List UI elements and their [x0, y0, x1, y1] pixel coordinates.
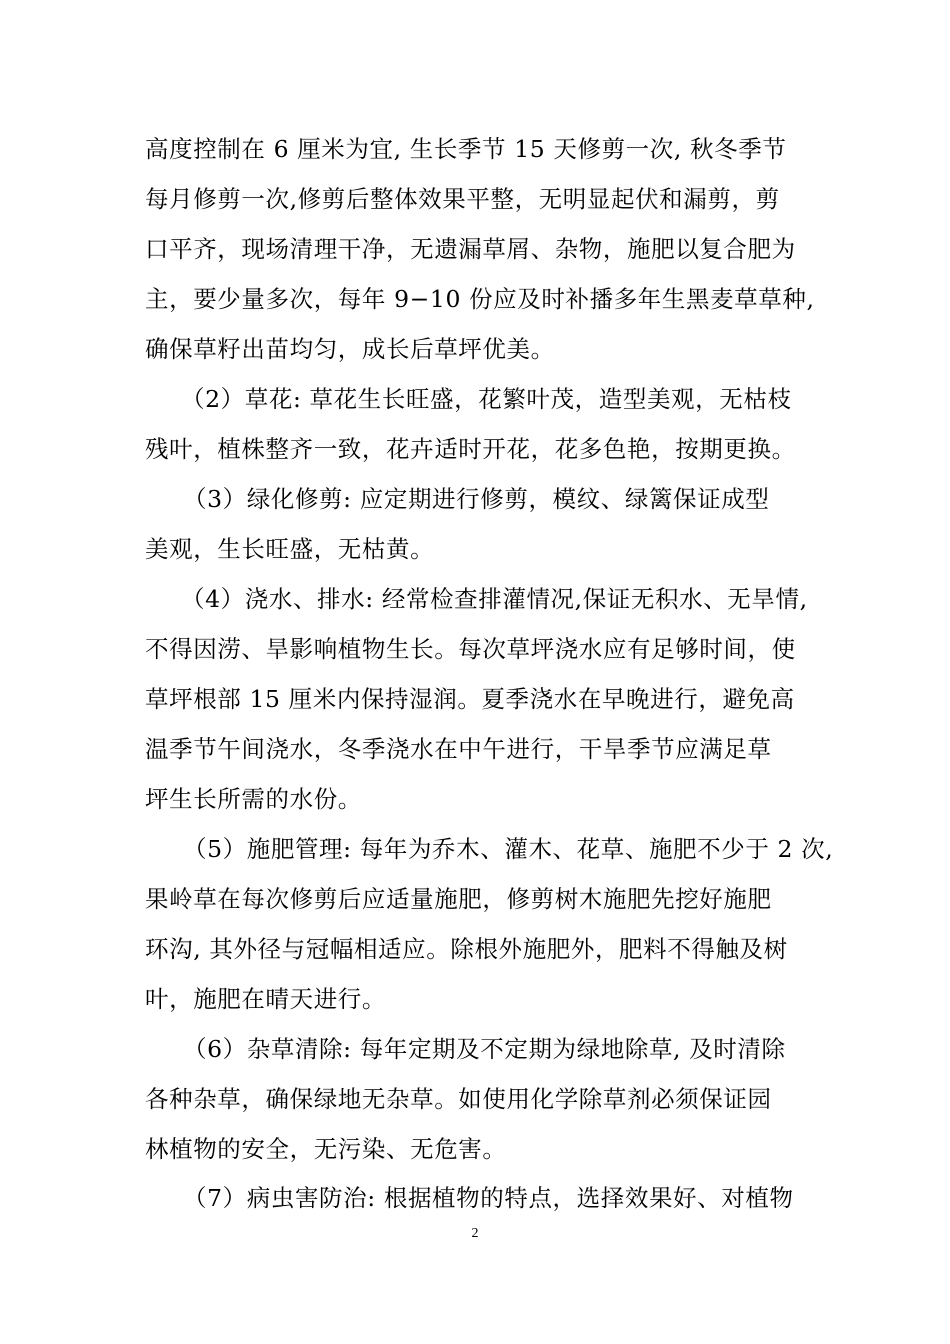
- text-line: 温季节午间浇水，冬季浇水在中午进行，干旱季节应满足草: [145, 735, 772, 763]
- text-line: （7）病虫害防治: 根据植物的特点，选择效果好、对植物: [183, 1184, 794, 1212]
- text-line: 坪生长所需的水份。: [145, 785, 362, 813]
- text-line: 残叶，植株整齐一致，花卉适时开花，花多色艳，按期更换。: [145, 435, 796, 463]
- text-line: 环沟, 其外径与冠幅相适应。除根外施肥外，肥料不得触及树: [145, 935, 788, 963]
- text-line: 各种杂草，确保绿地无杂草。如使用化学除草剂必须保证园: [145, 1085, 772, 1113]
- text-line: 口平齐，现场清理干净，无遗漏草屑、杂物，施肥以复合肥为: [145, 235, 796, 263]
- text-line: （2）草花: 草花生长旺盛，花繁叶茂，造型美观，无枯枝: [181, 385, 792, 413]
- text-line: 美观，生长旺盛，无枯黄。: [145, 535, 435, 563]
- text-line: 确保草籽出苗均匀，成长后草坪优美。: [145, 335, 555, 363]
- text-line: 主，要少量多次，每年 9−10 份应及时补播多年生黑麦草草种,: [145, 285, 815, 313]
- text-line: 果岭草在每次修剪后应适量施肥，修剪树木施肥先挖好施肥: [145, 885, 772, 913]
- text-line: 每月修剪一次,修剪后整体效果平整，无明显起伏和漏剪，剪: [145, 185, 780, 213]
- text-line: （4）浇水、排水: 经常检查排灌情况,保证无积水、无旱情,: [181, 585, 808, 613]
- text-line: （6）杂草清除: 每年定期及不定期为绿地除草, 及时清除: [183, 1035, 786, 1063]
- text-line: （5）施肥管理: 每年为乔木、灌木、花草、施肥不少于 2 次,: [183, 835, 834, 863]
- page-number: 2: [471, 1226, 479, 1241]
- text-line: （3）绿化修剪: 应定期进行修剪，模纹、绿篱保证成型: [183, 485, 770, 513]
- text-line: 不得因涝、旱影响植物生长。每次草坪浇水应有足够时间，使: [145, 635, 796, 663]
- text-line: 林植物的安全，无污染、无危害。: [145, 1135, 507, 1163]
- text-line: 叶，施肥在晴天进行。: [145, 985, 386, 1013]
- text-line: 草坪根部 15 厘米内保持湿润。夏季浇水在早晚进行，避免高: [145, 685, 795, 713]
- text-line: 高度控制在 6 厘米为宜, 生长季节 15 天修剪一次, 秋冬季节: [145, 135, 787, 163]
